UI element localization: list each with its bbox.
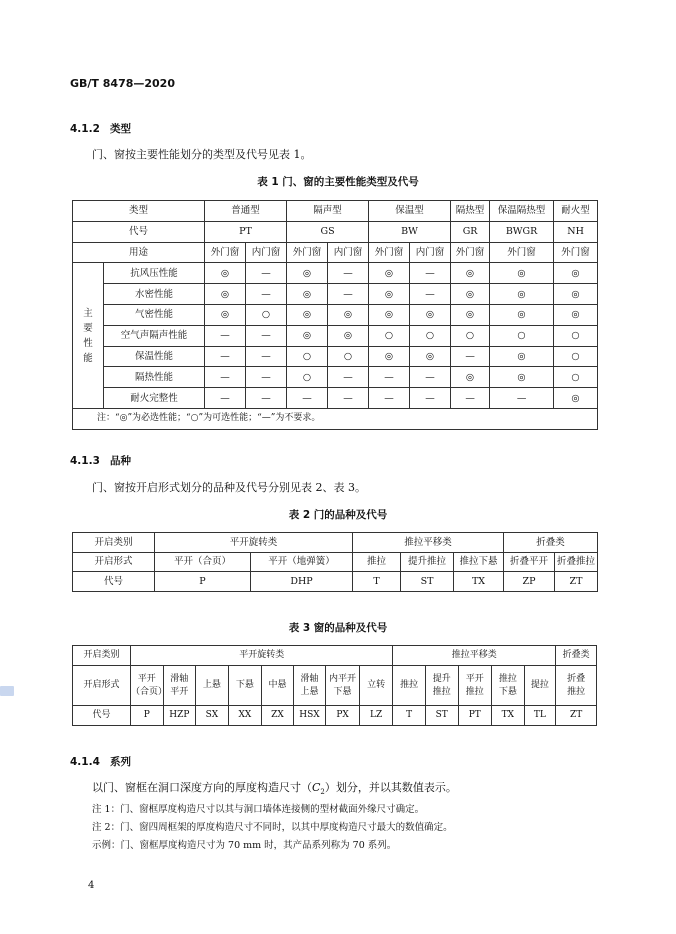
row-label: 空气声隔声性能 [104, 325, 205, 346]
form-cell: 平开（地弹簧） [251, 552, 353, 572]
form-cell [458, 666, 492, 706]
row-label: 抗风压性能 [104, 263, 205, 284]
category-cell: 平开旋转类 [155, 533, 353, 553]
table-cell: ◎ [287, 325, 328, 346]
table-cell: ◎ [451, 304, 490, 325]
table-row [73, 242, 598, 263]
section-number: 4.1.3 [70, 455, 100, 467]
paragraph-text: ）划分，并以其数值表示。 [324, 781, 457, 794]
symbol: C [312, 781, 321, 794]
use-cell: 外门窗 [490, 242, 554, 263]
table-caption: 表 2 门的品种及代号 [288, 509, 388, 521]
table-cell: — [410, 367, 451, 388]
table-cell: — [328, 367, 369, 388]
table-cell: ◎ [451, 263, 490, 284]
table-cell: ○ [410, 325, 451, 346]
table-cell: ○ [554, 325, 598, 346]
table-cell: ◎ [410, 346, 451, 367]
form-cell [425, 666, 458, 706]
table-row [73, 706, 597, 726]
code-cell: ST [401, 572, 454, 592]
table-cell: ○ [554, 346, 598, 367]
table-cell: ○ [246, 304, 287, 325]
use-cell: 外门窗 [287, 242, 328, 263]
table-cell: — [246, 346, 287, 367]
table-note: 注：“◎”为必选性能；“○”为可选性能；“—”为不要求。 [73, 408, 598, 429]
table-cell: — [205, 325, 246, 346]
code-cell: ZT [556, 706, 597, 726]
use-cell: 外门窗 [554, 242, 598, 263]
table-cell: — [328, 284, 369, 305]
code-cell: XX [228, 706, 262, 726]
code-cell: P [155, 572, 251, 592]
table-cell: ◎ [205, 263, 246, 284]
table-cell: — [246, 284, 287, 305]
form-line: 滑轴 [170, 673, 189, 684]
table-cell: — [451, 388, 490, 409]
code-cell: T [353, 572, 401, 592]
use-cell: 内门窗 [410, 242, 451, 263]
form-cell [163, 666, 196, 706]
table-cell: — [369, 388, 410, 409]
form-cell [228, 666, 262, 706]
use-cell: 外门窗 [451, 242, 490, 263]
table-cell: — [246, 325, 287, 346]
table-cell: — [410, 284, 451, 305]
row-label: 气密性能 [104, 304, 205, 325]
header-cell: 隔热型 [451, 201, 490, 222]
code-cell: PT [458, 706, 492, 726]
table-3-window-varieties [72, 645, 597, 726]
code-cell: LZ [359, 706, 393, 726]
form-line: 提升 [432, 673, 451, 684]
table-cell: ◎ [205, 304, 246, 325]
form-cell [130, 666, 167, 706]
table-row [73, 408, 598, 429]
category-cell: 推拉平移类 [393, 646, 556, 666]
form-line: 下悬 [498, 686, 517, 697]
table-cell: — [328, 263, 369, 284]
section-title: 品种 [110, 455, 131, 467]
table-cell: — [246, 388, 287, 409]
row-label: 保温性能 [104, 346, 205, 367]
table-cell: ○ [369, 325, 410, 346]
use-cell: 外门窗 [369, 242, 410, 263]
row-label: 开启类别 [73, 646, 131, 666]
form-cell [524, 666, 556, 706]
header-cell: 代号 [73, 221, 205, 242]
form-line: 提拉 [530, 680, 549, 690]
code-cell: GR [451, 221, 490, 242]
row-label: 耐火完整性 [104, 388, 205, 409]
table-row [73, 263, 598, 284]
form-cell: 折叠平开 [504, 552, 555, 572]
table-row [73, 367, 598, 388]
section-title: 系列 [110, 756, 131, 768]
category-cell: 推拉平移类 [353, 533, 504, 553]
group-label [73, 263, 104, 409]
table-row [73, 533, 598, 553]
form-line: 立转 [367, 680, 386, 690]
row-label: 代号 [73, 706, 131, 726]
code-cell: DHP [251, 572, 353, 592]
table-cell: ◎ [554, 263, 598, 284]
form-cell [196, 666, 229, 706]
table-cell: ◎ [410, 304, 451, 325]
paragraph [92, 779, 457, 796]
table-cell: ○ [554, 367, 598, 388]
header-cell: 用途 [73, 242, 205, 263]
table-cell: ◎ [369, 284, 410, 305]
form-cell [326, 666, 360, 706]
table-row [73, 552, 598, 572]
form-cell [262, 666, 294, 706]
row-label: 开启形式 [73, 666, 131, 706]
code-cell: GS [287, 221, 369, 242]
form-cell: 折叠推拉 [555, 552, 598, 572]
code-cell: P [130, 706, 163, 726]
table-cell: ◎ [328, 325, 369, 346]
form-line: 中悬 [268, 680, 287, 690]
table-cell: — [205, 367, 246, 388]
header-cell: 保温隔热型 [490, 201, 554, 222]
table-row [73, 346, 598, 367]
table-row [73, 284, 598, 305]
table-cell: — [246, 367, 287, 388]
section-number: 4.1.2 [70, 123, 100, 135]
section-heading-4-1-3 [70, 453, 131, 468]
table-cell: — [410, 263, 451, 284]
form-cell: 推拉 [353, 552, 401, 572]
table-cell: — [490, 388, 554, 409]
header-cell: 类型 [73, 201, 205, 222]
table-row [73, 666, 597, 706]
standard-number: GB/T 8478—2020 [70, 77, 175, 90]
code-cell: HSX [293, 706, 326, 726]
form-line: 推拉 [498, 673, 517, 684]
form-cell [359, 666, 393, 706]
form-cell: 平开（合页） [155, 552, 251, 572]
table-cell: ◎ [490, 346, 554, 367]
form-line: 滑轴 [300, 673, 319, 684]
paragraph: 门、窗按开启形式划分的品种及代号分别见表 2、表 3。 [92, 481, 366, 494]
header-cell: 耐火型 [554, 201, 598, 222]
form-cell [293, 666, 326, 706]
code-cell: BWGR [490, 221, 554, 242]
form-line: 折叠 [567, 673, 586, 684]
use-cell: 内门窗 [246, 242, 287, 263]
table-cell: ◎ [287, 304, 328, 325]
note-2: 注 2：门、窗四周框架的厚度构造尺寸不同时，以其中厚度构造尺寸最大的数值确定。 [92, 822, 453, 833]
code-cell: ZT [555, 572, 598, 592]
form-cell [556, 666, 597, 706]
table-cell: ◎ [451, 367, 490, 388]
form-line: 推拉 [400, 680, 419, 690]
paragraph: 门、窗按主要性能划分的类型及代号见表 1。 [92, 148, 312, 161]
table-row [73, 325, 598, 346]
header-cell: 保温型 [369, 201, 451, 222]
table-cell: — [287, 388, 328, 409]
table-cell: ◎ [490, 263, 554, 284]
table-row [73, 201, 598, 222]
form-line: 推拉 [465, 686, 484, 697]
form-line: 上悬 [202, 680, 221, 690]
table-cell: ◎ [369, 346, 410, 367]
side-tab-marker [0, 686, 14, 696]
note-1: 注 1：门、窗框厚度构造尺寸以其与洞口墙体连接侧的型材截面外缘尺寸确定。 [92, 804, 425, 815]
code-cell: SX [196, 706, 229, 726]
table-row [73, 388, 598, 409]
code-cell: HZP [163, 706, 196, 726]
table-cell: — [451, 346, 490, 367]
table-row [73, 221, 598, 242]
row-label: 开启类别 [73, 533, 155, 553]
code-cell: NH [554, 221, 598, 242]
table-cell: ○ [328, 346, 369, 367]
code-cell: TL [524, 706, 556, 726]
table-cell: — [246, 263, 287, 284]
code-cell: ZX [262, 706, 294, 726]
code-cell: PT [205, 221, 287, 242]
code-cell: TX [454, 572, 504, 592]
table-cell: ○ [490, 325, 554, 346]
form-line: 下悬 [333, 686, 352, 697]
paragraph-text: 以门、窗框在洞口深度方向的厚度构造尺寸（ [92, 781, 312, 794]
section-title: 类型 [110, 123, 131, 135]
table-cell: ◎ [554, 388, 598, 409]
code-cell: ZP [504, 572, 555, 592]
header-cell: 普通型 [205, 201, 287, 222]
section-heading-4-1-2 [70, 121, 131, 136]
table-1-performance-types [72, 200, 598, 430]
code-cell: TX [492, 706, 525, 726]
use-cell: 外门窗 [205, 242, 246, 263]
form-line: 推拉 [567, 686, 586, 697]
section-number: 4.1.4 [70, 756, 100, 768]
code-cell: T [393, 706, 426, 726]
section-heading-4-1-4 [70, 754, 131, 769]
category-cell: 平开旋转类 [130, 646, 392, 666]
table-cell: — [205, 346, 246, 367]
table-cell: ◎ [451, 284, 490, 305]
table-cell: ◎ [554, 284, 598, 305]
table-cell: ○ [451, 325, 490, 346]
form-line: 内平开 [329, 673, 357, 684]
table-cell: ◎ [369, 304, 410, 325]
header-cell: 隔声型 [287, 201, 369, 222]
symbol-subscript: 2 [320, 788, 325, 797]
table-cell: ◎ [287, 263, 328, 284]
table-cell: ◎ [328, 304, 369, 325]
table-caption: 表 1 门、窗的主要性能类型及代号 [257, 176, 419, 188]
use-cell: 内门窗 [328, 242, 369, 263]
table-row [73, 304, 598, 325]
form-line: 平开 [170, 686, 189, 697]
group-label-text: 主要性能 [83, 307, 93, 364]
form-line: （合页） [130, 686, 167, 697]
table-row [73, 646, 597, 666]
category-cell: 折叠类 [504, 533, 598, 553]
code-cell: BW [369, 221, 451, 242]
table-cell: — [328, 388, 369, 409]
form-line: 推拉 [432, 686, 451, 697]
table-cell: ○ [287, 346, 328, 367]
page-number: 4 [88, 880, 95, 891]
row-label: 开启形式 [73, 552, 155, 572]
table-caption: 表 3 窗的品种及代号 [288, 622, 388, 634]
table-cell: ○ [287, 367, 328, 388]
table-cell: — [369, 367, 410, 388]
code-cell: ST [425, 706, 458, 726]
table-cell: ◎ [554, 304, 598, 325]
form-cell: 推拉下悬 [454, 552, 504, 572]
table-cell: — [205, 388, 246, 409]
table-cell: ◎ [369, 263, 410, 284]
form-line: 上悬 [300, 686, 319, 697]
example: 示例：门、窗框厚度构造尺寸为 70 mm 时，其产品系列称为 70 系列。 [92, 840, 397, 851]
form-cell [492, 666, 525, 706]
form-line: 平开 [137, 673, 156, 684]
table-2-door-varieties [72, 532, 598, 592]
row-label: 代号 [73, 572, 155, 592]
category-cell: 折叠类 [556, 646, 597, 666]
form-line: 下悬 [235, 680, 254, 690]
table-cell: — [410, 388, 451, 409]
table-row [73, 572, 598, 592]
table-cell: ◎ [490, 304, 554, 325]
table-cell: ◎ [490, 367, 554, 388]
table-cell: ◎ [205, 284, 246, 305]
row-label: 隔热性能 [104, 367, 205, 388]
form-cell: 提升推拉 [401, 552, 454, 572]
table-cell: ◎ [490, 284, 554, 305]
form-cell [393, 666, 426, 706]
table-cell: ◎ [287, 284, 328, 305]
row-label: 水密性能 [104, 284, 205, 305]
code-cell: PX [326, 706, 360, 726]
form-line: 平开 [465, 673, 484, 684]
